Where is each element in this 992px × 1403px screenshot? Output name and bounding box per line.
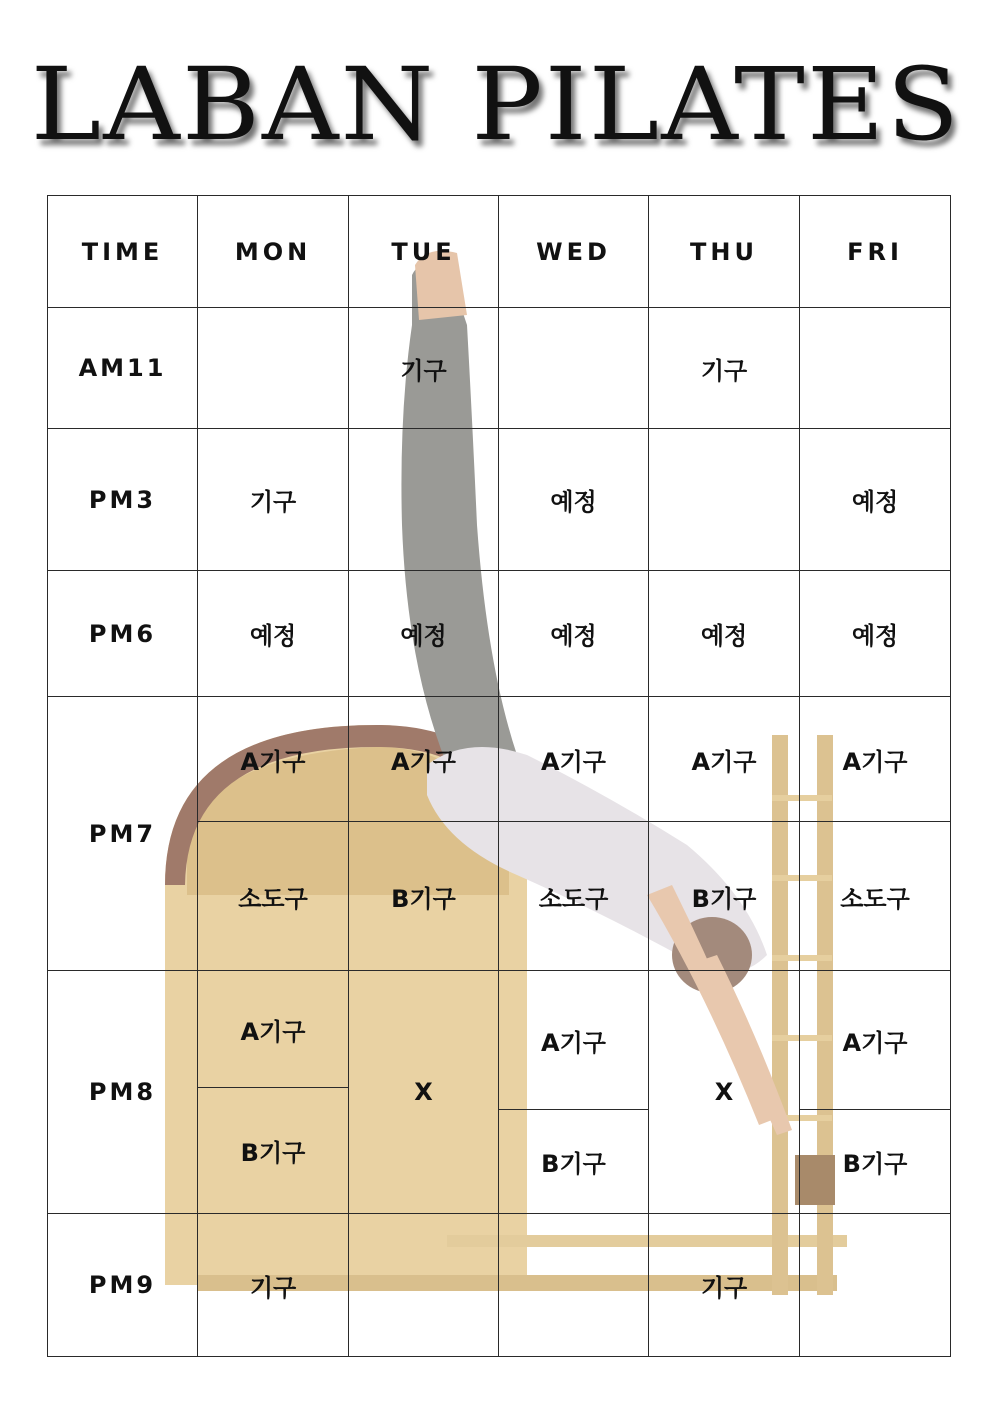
slot-pm7b-fri: 소도구 [800,822,951,971]
header-wed: WED [499,196,649,308]
slot-am11-tue: 기구 [349,308,499,429]
slot-pm8-fri-b: B기구 [800,1110,951,1214]
slot-pm8-mon-a: A기구 [198,971,349,1088]
slot-pm8-fri-a: A기구 [800,971,951,1110]
slot-pm6-tue: 예정 [349,571,499,697]
slot-pm7b-wed: 소도구 [499,822,649,971]
slot-pm8-mon-b: B기구 [198,1088,349,1214]
slot-am11-mon [198,308,349,429]
slot-pm7a-fri: A기구 [800,697,951,822]
header-thu: THU [649,196,800,308]
page-title: LABAN PILATES [30,46,962,163]
time-pm9: PM9 [48,1214,198,1357]
slot-pm9-mon: 기구 [198,1214,349,1357]
schedule-table [47,195,951,1357]
header-time: TIME [48,196,198,308]
slot-pm7b-thu: B기구 [649,822,800,971]
slot-pm3-fri: 예정 [800,429,951,571]
slot-am11-wed [499,308,649,429]
header-fri: FRI [800,196,951,308]
slot-pm8-wed-b: B기구 [499,1110,649,1214]
slot-pm9-thu: 기구 [649,1214,800,1357]
slot-pm9-wed [499,1214,649,1357]
slot-pm8-tue: X [349,971,499,1214]
slot-pm6-wed: 예정 [499,571,649,697]
slot-pm6-thu: 예정 [649,571,800,697]
slot-pm9-tue [349,1214,499,1357]
slot-pm3-tue [349,429,499,571]
slot-pm3-wed: 예정 [499,429,649,571]
slot-am11-thu: 기구 [649,308,800,429]
time-pm3: PM3 [48,429,198,571]
slot-pm3-thu [649,429,800,571]
slot-pm7b-tue: B기구 [349,822,499,971]
slot-pm7b-mon: 소도구 [198,822,349,971]
slot-pm7a-tue: A기구 [349,697,499,822]
slot-pm7a-mon: A기구 [198,697,349,822]
slot-pm7a-thu: A기구 [649,697,800,822]
time-am11: AM11 [48,308,198,429]
slot-pm8-thu: X [649,971,800,1214]
header-tue: TUE [349,196,499,308]
slot-am11-fri [800,308,951,429]
schedule-area [47,195,950,1356]
time-pm8: PM8 [48,971,198,1214]
time-pm6: PM6 [48,571,198,697]
time-pm7: PM7 [48,697,198,971]
slot-pm9-fri [800,1214,951,1357]
slot-pm3-mon: 기구 [198,429,349,571]
slot-pm6-mon: 예정 [198,571,349,697]
slot-pm6-fri: 예정 [800,571,951,697]
slot-pm8-wed-a: A기구 [499,971,649,1110]
header-mon: MON [198,196,349,308]
slot-pm7a-wed: A기구 [499,697,649,822]
